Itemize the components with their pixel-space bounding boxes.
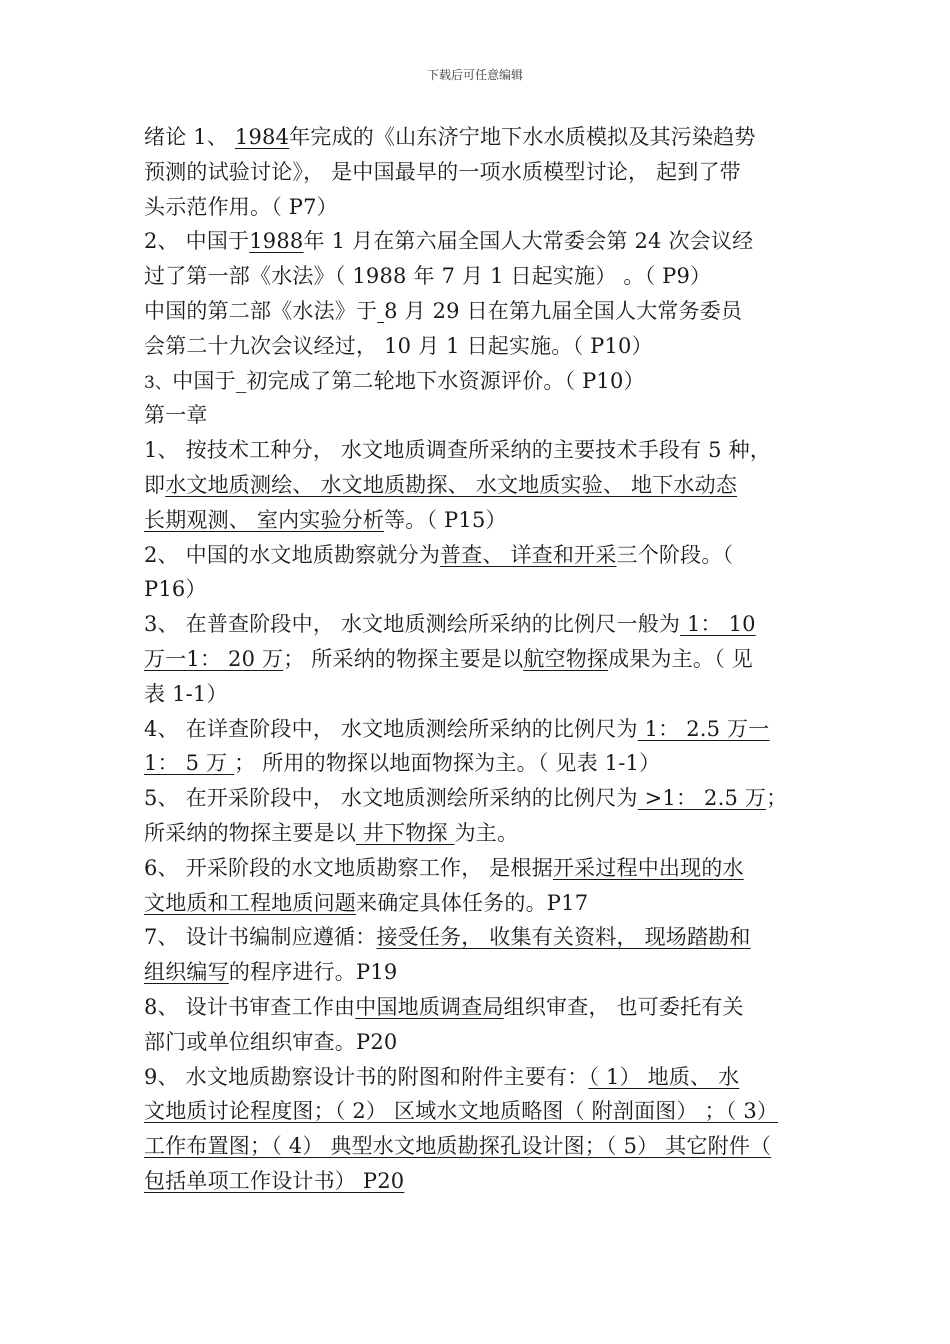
text-line bbox=[144, 155, 808, 190]
text-line bbox=[144, 1060, 808, 1095]
text-line bbox=[144, 364, 808, 399]
text-segment: 9、 水文地质勘察设计书的附图和附件主要有： bbox=[144, 1064, 589, 1089]
text-segment: 来确定具体任务的。P17 bbox=[356, 890, 589, 915]
text-segment: 预测的试验讨论》， 是中国最早的一项水质模型讨论， 起到了带 bbox=[144, 159, 741, 184]
text-line bbox=[144, 224, 808, 259]
text-segment: 1、 按技术工种分， 水文地质调查所采纳的主要技术手段有 5 种， bbox=[144, 438, 772, 463]
underlined-answer: 长期观测、 室内实验分析 bbox=[144, 507, 385, 532]
underlined-answer: 1： 2.5 万一 bbox=[637, 716, 770, 741]
text-line bbox=[144, 886, 808, 921]
text-segment: P16） bbox=[144, 577, 207, 602]
text-line bbox=[144, 1129, 808, 1164]
text-segment: 等。（ P15） bbox=[384, 507, 507, 532]
text-segment: 的程序进行。P19 bbox=[228, 960, 398, 985]
text-line bbox=[144, 990, 808, 1025]
text-line bbox=[144, 398, 808, 433]
text-segment: 过了第一部《水法》（ 1988 年 7 月 1 日起实施） 。（ P9） bbox=[144, 264, 712, 289]
underlined-answer: 开采过程中出现的水 bbox=[552, 855, 744, 880]
text-segment: 会第二十九次会议经过， 10 月 1 日起实施。（ P10） bbox=[144, 333, 653, 358]
underlined-answer: 文地质和工程地质问题 bbox=[144, 890, 356, 915]
text-line bbox=[144, 920, 808, 955]
text-line bbox=[144, 781, 808, 816]
text-line bbox=[144, 1094, 808, 1129]
text-line bbox=[144, 259, 808, 294]
underlined-answer: 航空物探 bbox=[523, 646, 609, 671]
underlined-answer: 井下物探 bbox=[356, 820, 455, 845]
text-segment: 8、 设计书审查工作由 bbox=[144, 994, 356, 1019]
text-line bbox=[144, 538, 808, 573]
text-segment: 即 bbox=[144, 472, 166, 497]
text-line bbox=[144, 294, 808, 329]
text-segment: 2、 中国的水文地质勘察就分为 bbox=[144, 542, 441, 567]
text-segment: 3、 在普查阶段中， 水文地质测绘所采纳的比例尺一般为 bbox=[144, 612, 681, 637]
underlined-answer: 水文地质测绘、 水文地质勘探、 水文地质实验、 地下水动态 bbox=[165, 472, 738, 497]
text-line bbox=[144, 120, 808, 155]
underlined-answer: >1： 2.5 万 bbox=[637, 786, 767, 811]
text-segment: 三个阶段。（ bbox=[616, 542, 734, 567]
text-segment: 4、 在详查阶段中， 水文地质测绘所采纳的比例尺为 bbox=[144, 716, 638, 741]
text-segment: 为主。 bbox=[454, 820, 519, 845]
text-line bbox=[144, 1164, 808, 1199]
underlined-answer: 中国地质调查局 bbox=[355, 994, 504, 1019]
underlined-answer: 接受任务， 收集有关资料， 现场踏勘和 bbox=[376, 925, 751, 950]
text-line bbox=[144, 607, 808, 642]
text-line bbox=[144, 572, 808, 607]
text-segment: 8 月 29 日在第九届全国人大常务委员 bbox=[384, 298, 743, 323]
text-segment: ； 所用的物探以地面物探为主。（ 见表 1-1） bbox=[234, 751, 661, 776]
text-segment: 表 1-1） bbox=[144, 681, 228, 706]
text-segment: 部门或单位组织审查。P20 bbox=[144, 1029, 398, 1054]
text-line bbox=[144, 746, 808, 781]
text-line bbox=[144, 642, 808, 677]
underlined-answer: 工作布置图；（ 4） 典型水文地质勘探孔设计图；（ 5） 其它附件（ bbox=[144, 1134, 772, 1159]
text-segment: ； 所采纳的物探主要是以 bbox=[283, 646, 524, 671]
text-segment: 6、 开采阶段的水文地质勘察工作， 是根据 bbox=[144, 855, 553, 880]
text-segment: 头示范作用。（ P7） bbox=[144, 194, 338, 219]
text-line bbox=[144, 503, 808, 538]
text-line bbox=[144, 433, 808, 468]
underlined-answer: 1： 10 bbox=[680, 612, 756, 637]
underlined-answer: 1： 5 万 bbox=[144, 751, 235, 776]
text-segment: 组织审查， 也可委托有关 bbox=[503, 994, 744, 1019]
text-segment: 2、 中国于 bbox=[144, 229, 250, 254]
text-segment: 5、 在开采阶段中， 水文地质测绘所采纳的比例尺为 bbox=[144, 786, 638, 811]
text-segment: 7、 设计书编制应遵循： bbox=[144, 925, 377, 950]
text-line bbox=[144, 1025, 808, 1060]
text-line bbox=[144, 851, 808, 886]
underlined-answer: 组织编写 bbox=[144, 960, 229, 985]
underlined-answer: 万一1： 20 万 bbox=[144, 646, 284, 671]
underlined-answer: 普查、 详查和开采 bbox=[440, 542, 617, 567]
text-line bbox=[144, 468, 808, 503]
text-segment: 成果为主。（ 见 bbox=[608, 646, 753, 671]
text-line bbox=[144, 816, 808, 851]
underlined-answer: 文地质讨论程度图；（ 2） 区域水文地质略图（ 附剖面图） ；（ 3） bbox=[144, 1099, 779, 1124]
text-line bbox=[144, 955, 808, 990]
text-segment: _ bbox=[235, 368, 247, 393]
text-segment: 中国于 bbox=[172, 368, 236, 393]
text-segment: 所采纳的物探主要是以 bbox=[144, 820, 356, 845]
text-segment: 初完成了第二轮地下水资源评价。（ P10） bbox=[246, 368, 645, 393]
text-segment: ； bbox=[766, 786, 788, 811]
text-line bbox=[144, 677, 808, 712]
underlined-answer: 1988 bbox=[249, 229, 304, 254]
underlined-answer: （ 1） 地质、 水 bbox=[588, 1064, 740, 1089]
text-segment: 年完成的《山东济宁地下水水质模拟及其污染趋势 bbox=[289, 125, 756, 149]
text-line bbox=[144, 712, 808, 747]
underlined-answer: 包括单项工作设计书） P20 bbox=[144, 1168, 405, 1193]
underlined-answer: 1984 bbox=[234, 125, 290, 149]
text-segment: 年 1 月在第六届全国人大常委会第 24 次会议经 bbox=[303, 229, 754, 254]
page-header: 下载后可任意编辑 bbox=[426, 68, 523, 82]
text-segment: 第一章 bbox=[144, 403, 208, 428]
document-body bbox=[144, 120, 808, 1199]
text-segment: 3、 bbox=[144, 372, 173, 393]
text-line bbox=[144, 329, 808, 364]
text-line bbox=[144, 190, 808, 225]
text-segment: 绪论 1、 bbox=[144, 125, 235, 149]
text-segment: 中国的第二部《水法》于 bbox=[144, 298, 378, 323]
